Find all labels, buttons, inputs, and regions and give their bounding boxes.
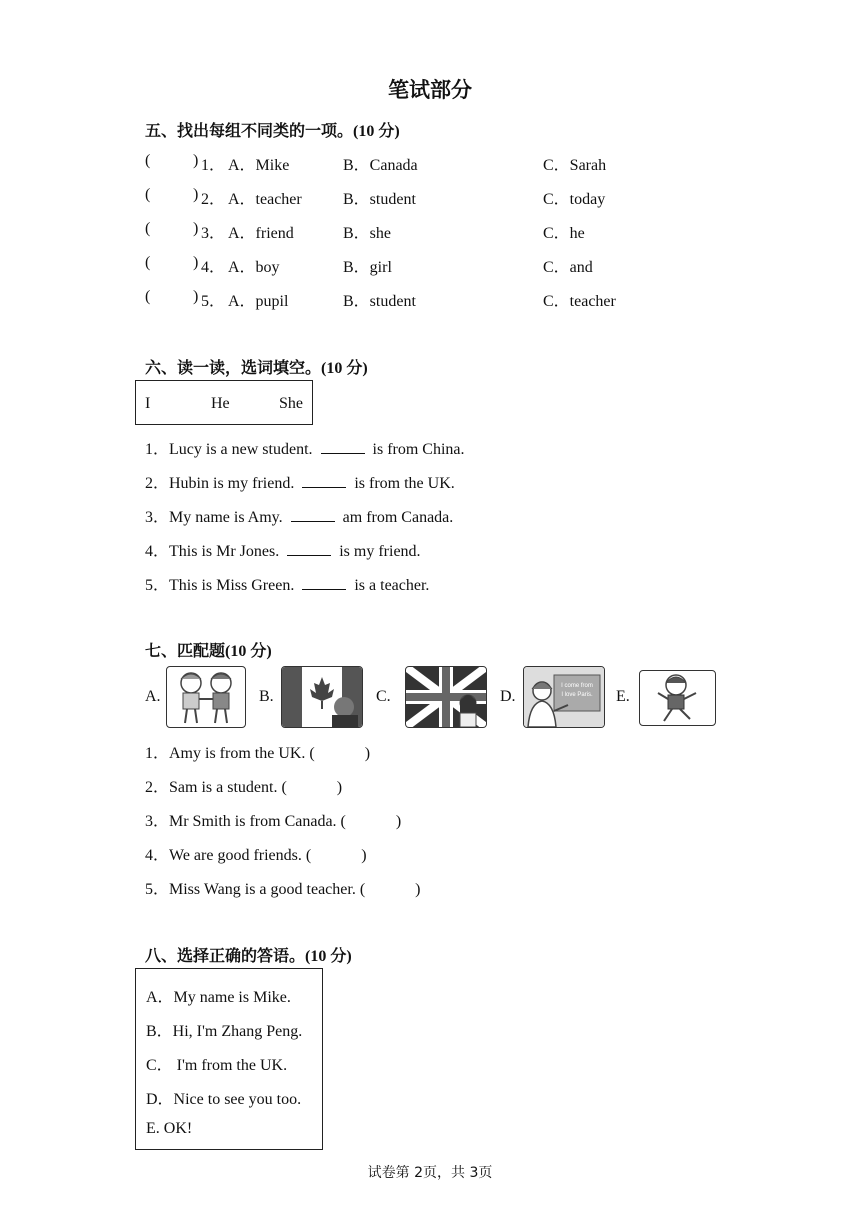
- section8-heading: [145, 943, 352, 966]
- answer-blank[interactable]: [291, 507, 335, 522]
- sentence-text: am from Canada.: [342, 509, 454, 526]
- page-title: 笔试部分: [388, 78, 472, 102]
- question-number: 1．: [201, 157, 226, 174]
- match-sentence-2: [145, 774, 342, 797]
- answer-paren-open[interactable]: (: [145, 186, 151, 203]
- option-c: C．Sarah: [543, 157, 607, 174]
- fill-sentence-1: [145, 436, 465, 459]
- answer-paren-close: ): [364, 745, 371, 762]
- answer-blank[interactable]: [302, 575, 346, 590]
- answer-paren-close: ): [193, 288, 199, 305]
- option-b: B．Canada: [343, 157, 418, 174]
- picture-label-a: A.: [145, 688, 161, 705]
- match-sentence-4: [145, 842, 367, 865]
- sentence-text: is from China.: [372, 441, 465, 458]
- word-bank-word: I: [145, 395, 151, 412]
- match-sentence-5: [145, 876, 421, 899]
- page-footer: 试卷第 2页，共 3页: [367, 1165, 493, 1181]
- svg-text:I love Paris.: I love Paris.: [561, 692, 593, 698]
- section5-heading: [145, 118, 400, 141]
- section7-points: (10 分): [225, 643, 272, 660]
- option-c: C．and: [543, 259, 593, 276]
- answer-blank[interactable]: [287, 541, 331, 556]
- picture-label-b: B.: [259, 688, 274, 705]
- option-a: A．boy: [228, 259, 280, 276]
- answer-paren-open[interactable]: (: [145, 288, 151, 305]
- question-number: 4．: [201, 259, 226, 276]
- teacher-at-board-picture: [523, 666, 605, 728]
- sentence-text: 2．Hubin is my friend.: [145, 475, 295, 492]
- section5-points: (10 分): [353, 123, 400, 140]
- picture-label-c: C.: [376, 688, 391, 705]
- option-c: C．teacher: [543, 293, 616, 310]
- uk-flag-picture: [405, 666, 487, 728]
- section5-question-5: [145, 288, 705, 310]
- answer-paren-close: ): [193, 254, 199, 271]
- answer-option-b: B．Hi, I'm Zhang Peng.: [146, 1023, 303, 1040]
- sentence-text: is a teacher.: [354, 577, 430, 594]
- question-number: 3．: [201, 225, 226, 242]
- answer-paren-close: ): [336, 779, 343, 796]
- answer-blank[interactable]: [321, 439, 365, 454]
- svg-text:I come from: I come from: [561, 683, 593, 689]
- answer-paren-close: ): [395, 813, 402, 830]
- picture-label-d: D.: [500, 688, 516, 705]
- sentence-text: 3．My name is Amy.: [145, 509, 283, 526]
- sentence-text: 4．This is Mr Jones.: [145, 543, 280, 560]
- section5-heading-text: 五、找出每组不同类的一项。: [145, 121, 354, 140]
- question-number: 5．: [201, 293, 226, 310]
- section6-heading-text: 六、读一读，选词填空。: [145, 358, 322, 377]
- option-a: A．pupil: [228, 293, 289, 310]
- option-a: A．teacher: [228, 191, 302, 208]
- picture-label-e: E.: [616, 688, 630, 705]
- answer-option-e: E. OK!: [146, 1120, 193, 1137]
- option-c: C．today: [543, 191, 606, 208]
- sentence-text: 2．Sam is a student. (: [145, 779, 287, 796]
- section5-question-4: [145, 254, 705, 276]
- answer-paren-open[interactable]: (: [145, 254, 151, 271]
- answer-options-box: [135, 968, 323, 1150]
- sentence-text: 4．We are good friends. (: [145, 847, 312, 864]
- answer-paren-open[interactable]: (: [145, 220, 151, 237]
- sentence-text: 1．Lucy is a new student.: [145, 441, 313, 458]
- sentence-text: is my friend.: [339, 543, 421, 560]
- match-sentence-1: [145, 740, 370, 763]
- two-kids-picture: [166, 666, 246, 728]
- option-b: B．she: [343, 225, 392, 242]
- fill-sentence-4: [145, 538, 421, 561]
- fill-sentence-2: [145, 470, 455, 493]
- word-bank-word: He: [211, 395, 230, 412]
- section7-heading-text: 七、匹配题: [145, 641, 226, 660]
- sentence-text: 3．Mr Smith is from Canada. (: [145, 813, 346, 830]
- word-bank-box: [135, 380, 313, 425]
- sentence-text: 1．Amy is from the UK. (: [145, 745, 315, 762]
- option-b: B．girl: [343, 259, 392, 276]
- option-b: B．student: [343, 191, 416, 208]
- question-number: 2．: [201, 191, 226, 208]
- section8-points: (10 分): [305, 948, 352, 965]
- answer-paren-close: ): [415, 881, 421, 898]
- answer-paren-close: ): [193, 220, 199, 237]
- section6-heading: [145, 355, 368, 378]
- option-a: A．Mike: [228, 157, 290, 174]
- canada-flag-picture: [281, 666, 363, 728]
- section5-question-2: [145, 186, 705, 208]
- answer-option-a: A．My name is Mike.: [146, 989, 291, 1006]
- section5-question-3: [145, 220, 705, 242]
- section7-heading: [145, 638, 272, 661]
- option-b: B．student: [343, 293, 416, 310]
- sentence-text: is from the UK.: [354, 475, 455, 492]
- sentence-text: 5．This is Miss Green.: [145, 577, 295, 594]
- answer-paren-open[interactable]: (: [145, 152, 151, 169]
- boy-running-picture: [639, 670, 716, 726]
- answer-blank[interactable]: [302, 473, 346, 488]
- answer-paren-close: ): [193, 186, 199, 203]
- fill-sentence-3: [145, 504, 453, 527]
- answer-paren-close: ): [361, 847, 367, 864]
- answer-option-c: C． I'm from the UK.: [146, 1057, 288, 1074]
- section5-question-1: [145, 152, 705, 174]
- option-a: A．friend: [228, 225, 294, 242]
- sentence-text: 5．Miss Wang is a good teacher. (: [145, 881, 366, 898]
- match-sentence-3: [145, 808, 401, 831]
- section6-points: (10 分): [321, 360, 368, 377]
- answer-option-d: D．Nice to see you too.: [146, 1091, 302, 1108]
- answer-paren-close: ): [193, 152, 199, 169]
- fill-sentence-5: [145, 572, 429, 595]
- word-bank-word: She: [279, 395, 303, 412]
- section8-heading-text: 八、选择正确的答语。: [145, 946, 306, 965]
- option-c: C．he: [543, 225, 585, 242]
